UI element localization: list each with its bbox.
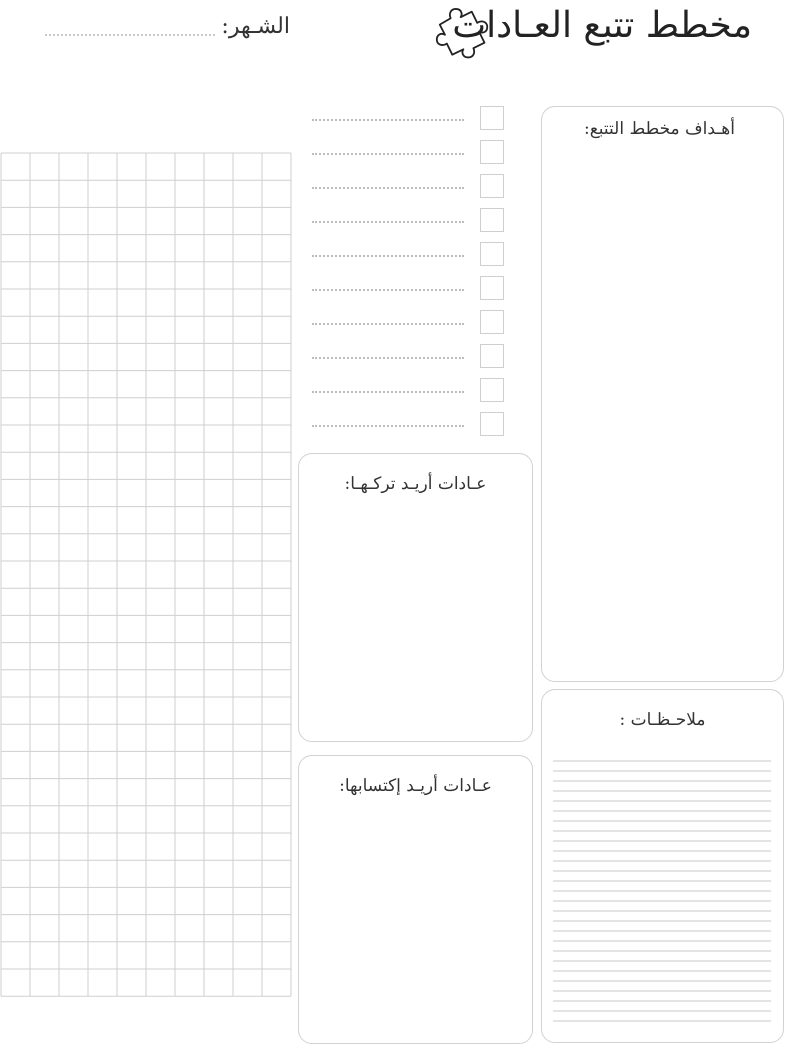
tracker-grid[interactable] (0, 152, 292, 997)
habit-row[interactable] (312, 140, 505, 166)
habit-write-line[interactable] (312, 425, 464, 427)
habit-write-line[interactable] (312, 357, 464, 359)
habit-write-line[interactable] (312, 255, 464, 257)
habit-row[interactable] (312, 276, 505, 302)
habit-write-line[interactable] (312, 153, 464, 155)
habit-checkbox[interactable] (480, 344, 504, 368)
habit-row[interactable] (312, 378, 505, 404)
habits-to-quit-box[interactable] (298, 453, 533, 742)
habit-write-line[interactable] (312, 391, 464, 393)
habit-checkbox[interactable] (480, 378, 504, 402)
habit-row[interactable] (312, 174, 505, 200)
habit-checkbox[interactable] (480, 242, 504, 266)
habit-checkbox[interactable] (480, 174, 504, 198)
habits-to-acquire-box[interactable] (298, 755, 533, 1044)
habit-row[interactable] (312, 344, 505, 370)
notes-label: ملاحـظـات : (619, 710, 706, 730)
habit-write-line[interactable] (312, 221, 464, 223)
month-input-line[interactable] (45, 34, 215, 36)
habit-row[interactable] (312, 106, 505, 132)
habit-row[interactable] (312, 310, 505, 336)
habit-checkbox[interactable] (480, 140, 504, 164)
habits-to-acquire-label: عـادات أريـد إكتسابها: (339, 776, 492, 796)
habit-checkbox[interactable] (480, 208, 504, 232)
habit-write-line[interactable] (312, 119, 464, 121)
page-title: مخطط تتبع العـادات (452, 5, 752, 46)
habit-row[interactable] (312, 208, 505, 234)
habit-write-line[interactable] (312, 187, 464, 189)
habit-checkbox[interactable] (480, 276, 504, 300)
month-label: الشـهر: (221, 14, 290, 39)
habit-checkbox[interactable] (480, 412, 504, 436)
habit-row[interactable] (312, 242, 505, 268)
goals-box[interactable] (541, 106, 784, 682)
habit-write-line[interactable] (312, 323, 464, 325)
habit-write-line[interactable] (312, 289, 464, 291)
notes-lines (553, 760, 773, 1030)
habits-to-quit-label: عـادات أريـد تركـهـا: (344, 474, 487, 494)
goals-label: أهـداف مخطط التتبع: (584, 119, 735, 139)
habit-checkbox[interactable] (480, 310, 504, 334)
habit-row[interactable] (312, 412, 505, 438)
puzzle-piece-icon (432, 2, 494, 62)
habit-checkbox[interactable] (480, 106, 504, 130)
